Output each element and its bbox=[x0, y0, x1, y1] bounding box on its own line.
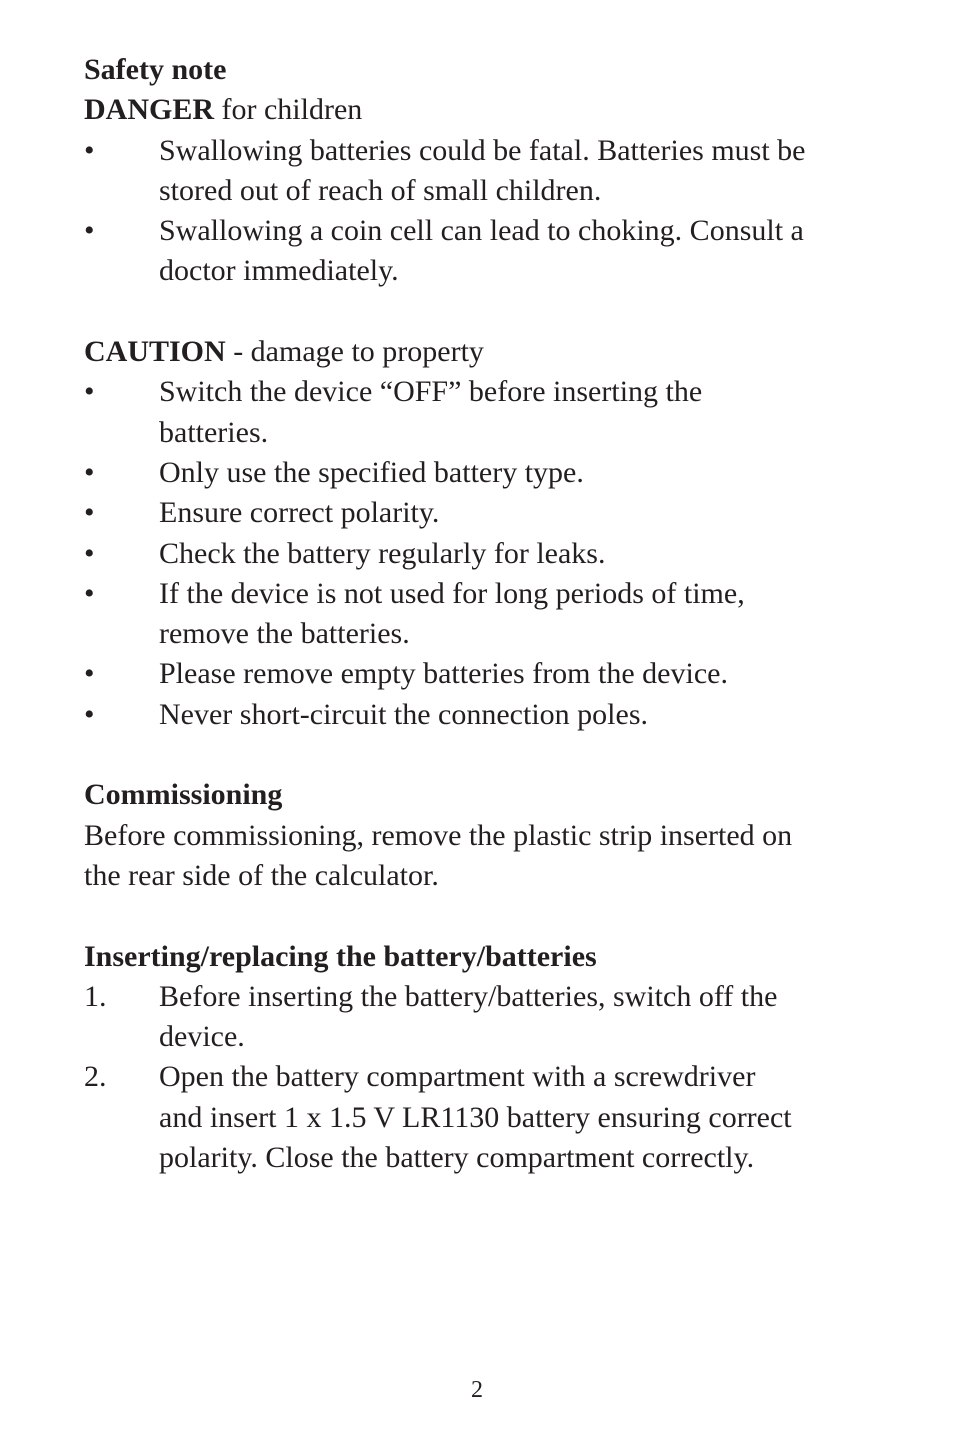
list-item-text: Swallowing a coin cell can lead to choking. Consult a doctor immediately. bbox=[159, 214, 804, 288]
step-number: 2. bbox=[84, 1060, 107, 1094]
bullet-marker: • bbox=[84, 455, 95, 489]
safety-note-heading: Safety note bbox=[84, 53, 227, 86]
spacer bbox=[84, 292, 904, 332]
caution-rest: - damage to property bbox=[225, 335, 484, 369]
list-item bbox=[84, 574, 904, 655]
danger-rest: for children bbox=[214, 93, 363, 127]
list-item bbox=[84, 654, 904, 694]
list-item-text: Ensure correct polarity. bbox=[159, 496, 440, 530]
list-item-text: Check the battery regularly for leaks. bbox=[159, 536, 606, 570]
spacer bbox=[84, 735, 904, 775]
list-item-text: If the device is not used for long periods of time, remove the batteries. bbox=[159, 576, 745, 651]
step-text: Before inserting the battery/batteries, switch off the device. bbox=[159, 979, 778, 1054]
list-item-text: Only use the specified battery type. bbox=[159, 455, 584, 489]
list-item bbox=[84, 211, 904, 292]
bullet-marker: • bbox=[84, 576, 95, 610]
bullet-marker: • bbox=[84, 375, 95, 409]
bullet-marker: • bbox=[84, 496, 95, 530]
step-number: 1. bbox=[84, 979, 107, 1013]
list-item-text: Never short-circuit the connection poles. bbox=[159, 697, 648, 731]
inserting-heading: Inserting/replacing the battery/batteries bbox=[84, 939, 597, 973]
danger-word: DANGER bbox=[84, 93, 215, 127]
caution-line bbox=[84, 332, 904, 372]
bullet-marker: • bbox=[84, 697, 95, 731]
list-item bbox=[84, 131, 904, 212]
danger-line bbox=[84, 90, 904, 130]
numbered-step bbox=[84, 977, 904, 1058]
numbered-step bbox=[84, 1057, 904, 1178]
commissioning-text: the rear side of the calculator. bbox=[84, 858, 439, 892]
bullet-marker: • bbox=[84, 214, 95, 248]
commissioning-text: Before commissioning, remove the plastic strip inserted on bbox=[84, 818, 793, 852]
page-number: 2 bbox=[471, 1377, 483, 1403]
list-item-text: Switch the device “OFF” before inserting the batteries. bbox=[159, 375, 703, 449]
bullet-marker: • bbox=[84, 133, 95, 167]
caution-word: CAUTION bbox=[84, 335, 226, 369]
list-item bbox=[84, 695, 904, 735]
bullet-marker: • bbox=[84, 657, 95, 691]
list-item-text: Please remove empty batteries from the device. bbox=[159, 657, 728, 691]
list-item bbox=[84, 534, 904, 574]
bullet-marker: • bbox=[84, 536, 95, 570]
list-item-text: Swallowing batteries could be fatal. Batteries must be stored out of reach of small children. bbox=[159, 133, 806, 207]
spacer bbox=[84, 896, 904, 936]
list-item bbox=[84, 453, 904, 493]
manual-page bbox=[84, 50, 904, 1178]
list-item bbox=[84, 372, 904, 453]
list-item bbox=[84, 493, 904, 533]
commissioning-heading: Commissioning bbox=[84, 778, 283, 812]
step-text: Open the battery compartment with a screwdriver and insert 1 x 1.5 V LR1130 battery ensuring correct polarity. Close the battery compartment correctly. bbox=[159, 1060, 792, 1175]
